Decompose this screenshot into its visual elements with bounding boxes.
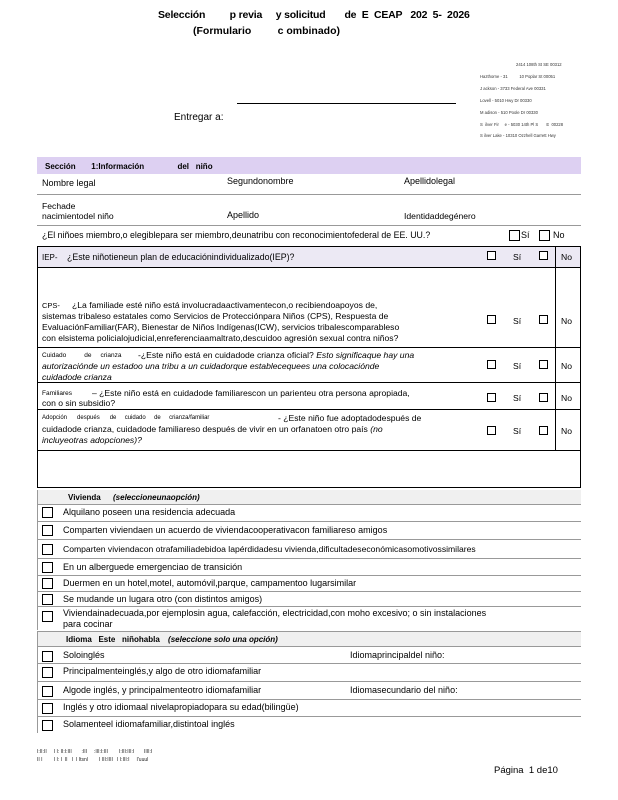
care-yes-checkbox[interactable] xyxy=(487,360,496,369)
table-row-divider-5 xyxy=(37,450,581,451)
language-checkbox[interactable] xyxy=(42,686,53,697)
language-checkbox[interactable] xyxy=(42,667,53,678)
address-line: S ilver Lake - 10310 Ozzhell Garrett Hwy xyxy=(480,133,556,138)
last-name-label: Apellidolegal xyxy=(404,176,456,186)
form-title: Selección p revia y solicitud de E CEAP 202 5- 2026 xyxy=(158,9,470,21)
primary-language-label: Idiomaprincipaldel niño: xyxy=(350,650,445,660)
language-option: Soloinglés xyxy=(63,650,105,660)
care-no-label: No xyxy=(561,361,572,371)
language-option: Principalmenteinglés,y algo de otro idiomafamiliar xyxy=(63,666,262,676)
adopt-yes-label: Sí xyxy=(513,426,522,436)
language-option: Solamenteel idiomafamiliar,distintoal inglés xyxy=(63,719,235,729)
tribe-yes-label: Sí xyxy=(521,230,530,240)
housing-divider xyxy=(37,591,581,592)
language-divider xyxy=(37,663,581,664)
housing-checkbox[interactable] xyxy=(42,544,53,555)
language-option: Inglés y otro idiomaal nivelapropiadopara su edad(bilingüe) xyxy=(63,702,299,712)
language-divider xyxy=(37,681,581,682)
iep-yes-checkbox[interactable] xyxy=(487,251,496,260)
birth-date-label: Fechade xyxy=(42,201,76,211)
housing-option: En un alberguede emergenciao de transición xyxy=(63,562,243,572)
housing-option: Viviendainadecuada,por ejemplosin agua, calefacción, electricidad,con moho excesivo; o sin instalaciones xyxy=(63,608,487,618)
address-line: 2414 108th St SE 00312 xyxy=(516,62,562,67)
iep-no-label: No xyxy=(561,252,572,262)
iep-prefix: IEP- xyxy=(42,253,58,262)
cps-prefix: CPS- xyxy=(42,301,60,310)
housing-divider xyxy=(37,521,581,522)
language-divider xyxy=(37,646,581,647)
address-line: Hazthorne - 31 10 Poplar St 00051 xyxy=(480,74,556,79)
adopt-no-checkbox[interactable] xyxy=(539,426,548,435)
care-question-line2: autorizaciónde un estadoo una tribu a un cuidadorque establecequees una colocaciónde xyxy=(42,361,380,371)
care-no-checkbox[interactable] xyxy=(539,360,548,369)
language-divider xyxy=(37,699,581,700)
care-yes-label: Sí xyxy=(513,361,522,371)
family-no-label: No xyxy=(561,393,572,403)
cps-question-line4: con elsistema policialojudicial,enreferenciaamaltrato,descuidoo agresión sexual contra niños? xyxy=(42,333,399,343)
family-question-line1: – ¿Este niño está en cuidadode familiarescon un parienteu otra persona apropiada, xyxy=(92,388,410,398)
housing-option: Comparten viviendaen un acuerdo de viviendacooperativacon familiareso amigos xyxy=(63,525,388,535)
care-question-text: -¿Este niño está en cuidadode crianza oficial? xyxy=(138,350,314,360)
secondary-language-label: Idiomasecundario del niño: xyxy=(350,685,458,695)
cps-question-line3: EvaluaciónFamiliar(FAR), Bienestar de Niños Indígenas(ICW), servicios tribalescomparableso xyxy=(42,322,400,332)
form-subtitle: (Formulario c ombinado) xyxy=(193,25,341,37)
page-number: Página 1 de10 xyxy=(494,765,558,776)
housing-divider xyxy=(37,558,581,559)
housing-checkbox[interactable] xyxy=(42,562,53,573)
iep-no-checkbox[interactable] xyxy=(539,251,548,260)
adopt-prefix: Adopción después de cuidado de crianza/familiar xyxy=(42,415,210,421)
family-yes-checkbox[interactable] xyxy=(487,393,496,402)
adopt-question-text: cuidadode crianza, cuidadode familiareso después de vivir en un orfanatoen otro país xyxy=(42,424,368,434)
care-prefix: Cuidado de crianza xyxy=(42,352,122,359)
address-line: M adison - 510 Poole Dr 00330 xyxy=(480,110,538,115)
housing-header xyxy=(68,492,200,503)
family-yes-label: Sí xyxy=(513,393,522,403)
tribe-yes-checkbox[interactable] xyxy=(509,230,520,241)
housing-option: Se mudande un lugara otro (con distintos amigos) xyxy=(63,594,263,604)
deliver-to-line[interactable] xyxy=(237,103,456,104)
housing-divider xyxy=(37,539,581,540)
legal-name-label: Nombre legal xyxy=(42,178,96,188)
surname-label: Apellido xyxy=(227,210,260,220)
cps-yes-label: Sí xyxy=(513,316,522,326)
care-question-italic: Esto significaque hay una xyxy=(316,350,415,360)
table-row-divider-4 xyxy=(37,409,581,410)
tribe-no-label: No xyxy=(553,230,565,240)
name-row-divider xyxy=(37,194,581,195)
cps-question-line2: sistemas tribaleso estatales como Servicios de Protecciónpara Niños (CPS), Respuesta de xyxy=(42,311,389,321)
adopt-no-label: No xyxy=(561,426,572,436)
address-line: S ilver Fir e - 5030 14th Pl S E 00228 xyxy=(480,122,564,127)
gender-label: Identidaddegénero xyxy=(404,211,476,221)
language-checkbox[interactable] xyxy=(42,703,53,714)
language-title: Idioma Este niñohabla xyxy=(66,635,160,644)
form-code-line2: II I I I: I II I I Itsnl I III:IIII I I:III:I I'uuul xyxy=(37,757,149,763)
adopt-question-line1: - ¿Este niño fue adoptadodespués de xyxy=(278,413,422,423)
family-prefix: Familiares xyxy=(42,390,72,397)
housing-checkbox[interactable] xyxy=(42,611,53,622)
housing-title: Vivienda xyxy=(68,493,101,502)
adopt-question-italic: (no xyxy=(370,424,383,434)
adopt-question-line3: incluyeotras adopciones)? xyxy=(42,435,142,445)
iep-question: ¿Este niñotieneun plan de educaciónindividualizado(IEP)? xyxy=(67,252,295,262)
language-header xyxy=(66,634,278,645)
housing-checkbox[interactable] xyxy=(42,578,53,589)
cps-question-line1: ¿La familiade esté niño está involucradaactivamentecon,o recibiendoapoyos de, xyxy=(72,300,378,310)
housing-option: Alquilano poseen una residencia adecuada xyxy=(63,507,236,517)
birth-row-divider xyxy=(37,225,581,226)
care-question-line3: cuidadode crianza xyxy=(42,372,112,382)
deliver-to-label: Entregar a: xyxy=(174,112,224,123)
language-checkbox[interactable] xyxy=(42,720,53,731)
language-checkbox[interactable] xyxy=(42,651,53,662)
address-line: J ackson - 3733 Federal Ave 00331 xyxy=(480,86,546,91)
language-divider xyxy=(37,716,581,717)
table-row-divider-2 xyxy=(37,347,581,348)
second-name-label: Segundonombre xyxy=(227,176,294,186)
address-line: Lovell - 5010 Hwy Dr 00330 xyxy=(480,98,532,103)
tribe-no-checkbox[interactable] xyxy=(539,230,550,241)
iep-yes-label: Sí xyxy=(513,252,522,262)
table-col-divider-1 xyxy=(555,246,556,450)
housing-note: (seleccioneunaopción) xyxy=(113,493,200,502)
housing-checkbox[interactable] xyxy=(42,525,53,536)
birth-date-label-2: nacimientodel niño xyxy=(42,211,114,221)
form-code-line1: I:II:II I I: II:I:III :III :III:I:III I:III:III:I IIII:I xyxy=(37,749,153,755)
table-row-divider-1 xyxy=(37,267,581,268)
housing-option: Comparten viviendacon otrafamiliadebidoa lapérdidadesu vivienda,dificultadeseconómicasomotivossimilares xyxy=(63,544,476,554)
table-row-divider-3 xyxy=(37,382,581,383)
care-question-line1 xyxy=(138,350,414,361)
family-question-line2: con o sin subsidio? xyxy=(42,398,116,408)
language-note: (seleccione solo una opción) xyxy=(168,635,278,644)
adopt-yes-checkbox[interactable] xyxy=(487,426,496,435)
section1-header: Sección 1:Información del niño xyxy=(45,162,213,171)
tribe-question: ¿El niñoes miembro,o elegiblepara ser miembro,deunatribu con reconocimientofederal de EE. UU.? xyxy=(42,230,431,240)
language-option: Algode inglés, y principalmenteotro idiomafamiliar xyxy=(63,685,262,695)
cps-no-checkbox[interactable] xyxy=(539,315,548,324)
housing-left-border xyxy=(37,490,38,630)
housing-checkbox[interactable] xyxy=(42,594,53,605)
housing-option: Duermen en un hotel,motel, automóvil,parque, campamentoo lugarsimilar xyxy=(63,578,357,588)
cps-yes-checkbox[interactable] xyxy=(487,315,496,324)
housing-divider xyxy=(37,606,581,607)
housing-checkbox[interactable] xyxy=(42,507,53,518)
cps-no-label: No xyxy=(561,316,572,326)
housing-divider xyxy=(37,504,581,505)
adopt-question-line2 xyxy=(42,424,383,435)
housing-option-continued: para cocinar xyxy=(63,619,113,629)
housing-divider xyxy=(37,575,581,576)
family-no-checkbox[interactable] xyxy=(539,393,548,402)
